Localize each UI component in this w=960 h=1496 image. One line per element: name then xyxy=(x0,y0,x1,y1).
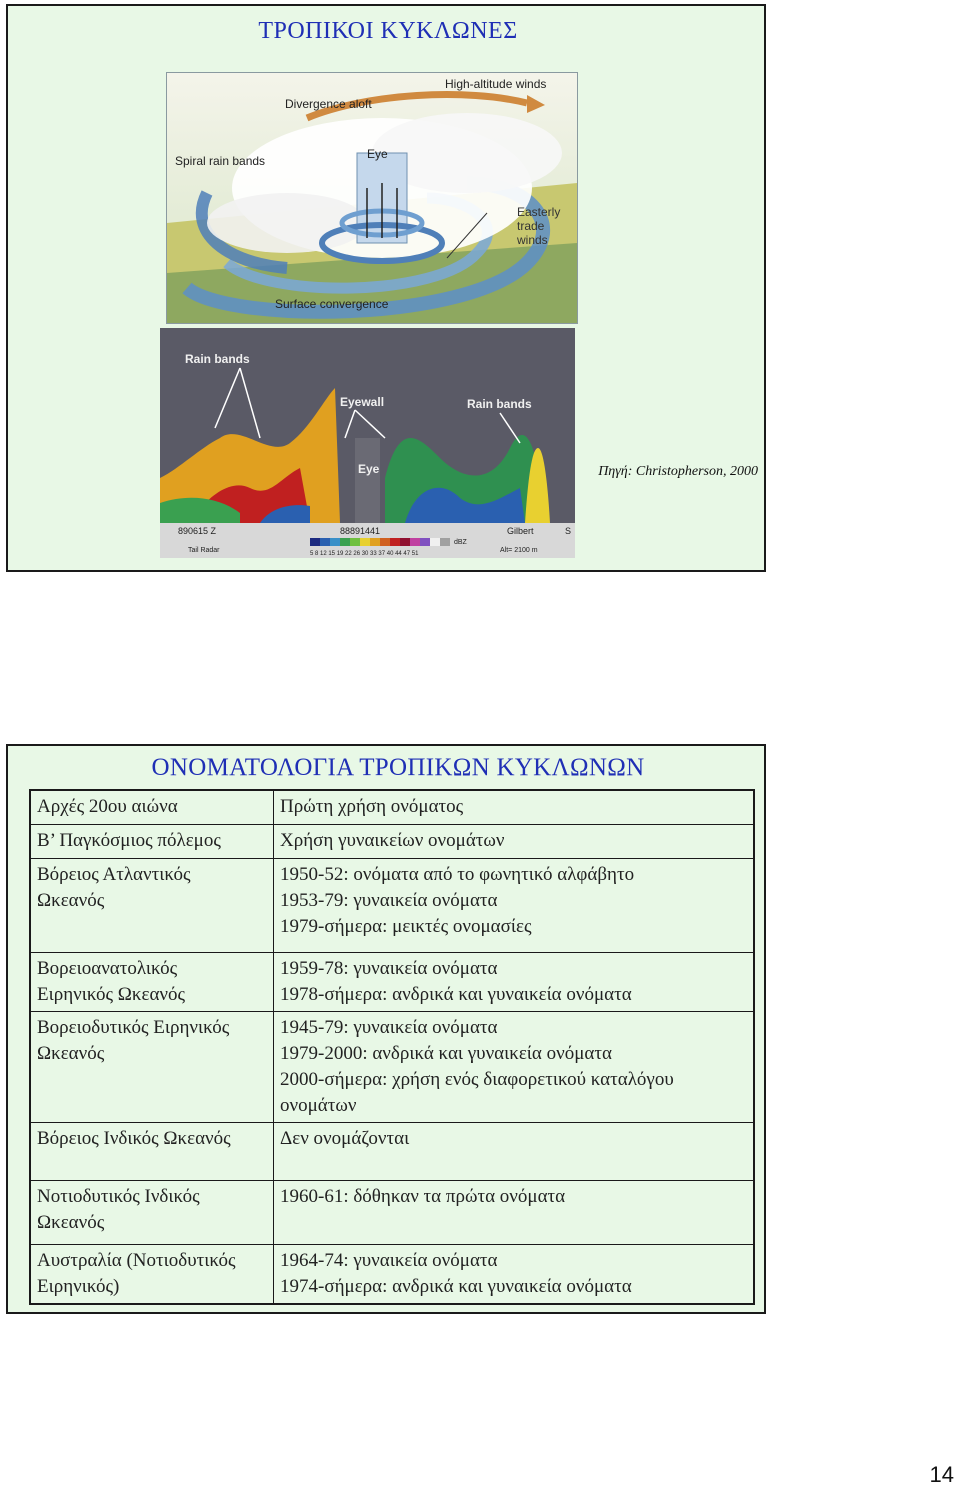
page-number: 14 xyxy=(929,1462,954,1487)
label-eye: Eye xyxy=(367,147,388,161)
region-cell xyxy=(30,1244,274,1304)
table-row xyxy=(30,1244,754,1304)
table-row xyxy=(30,952,754,1011)
naming-table-body xyxy=(30,790,754,1304)
label-divergence-aloft: Divergence aloft xyxy=(285,97,372,111)
naming-table xyxy=(29,789,755,1305)
label-easterly: Easterly xyxy=(517,205,561,219)
radar-footer-date: 890615 Z xyxy=(178,526,217,536)
label-rain-bands-left: Rain bands xyxy=(185,352,250,366)
slide-title: ΟΝΟΜΑΤΟΛΟΓΙΑ ΤΡΟΠΙΚΩΝ ΚΥΚΛΩΝΩΝ xyxy=(151,754,645,781)
naming-info-cell xyxy=(274,1011,755,1122)
region-text: Αρχές 20ου αιώνα xyxy=(37,796,178,817)
region-text: Ειρηνικός) xyxy=(37,1275,120,1297)
region-text: Ειρηνικός Ωκεανός xyxy=(37,983,186,1005)
label-eyewall: Eyewall xyxy=(340,395,385,409)
region-text: Αυστραλία (Νοτιοδυτικός xyxy=(37,1249,236,1271)
label-trade: trade xyxy=(517,219,545,233)
naming-info-cell xyxy=(274,858,755,952)
region-cell xyxy=(30,952,274,1011)
radar-eye-gap xyxy=(355,438,380,523)
naming-info-text: 1978-σήμερα: ανδρικά και γυναικεία ονόματα xyxy=(280,983,632,1005)
region-cell xyxy=(30,1122,274,1180)
naming-info-text: 2000-σήμερα: χρήση ενός διαφορετικού καταλόγου xyxy=(280,1068,674,1090)
slide-tropical-cyclones xyxy=(6,4,766,572)
naming-info-text: 1960-61: δόθηκαν τα πρώτα ονόματα xyxy=(280,1185,566,1207)
label-rain-bands-right: Rain bands xyxy=(467,397,532,411)
radar-footer-dbz: dBZ xyxy=(454,539,467,546)
naming-info-text: Χρήση γυναικείων ονομάτων xyxy=(280,829,505,851)
radar-footer-storm: Gilbert xyxy=(507,526,534,536)
naming-info-text: 1953-79: γυναικεία ονόματα xyxy=(280,889,498,911)
cyclone-structure-diagram xyxy=(166,72,578,324)
table-row xyxy=(30,824,754,858)
naming-info-text: 1950-52: ονόματα από το φωνητικό αλφάβητο xyxy=(280,863,635,885)
region-text: Βόρειος Ατλαντικός xyxy=(37,863,191,885)
image-source-caption: Πηγή: Christopherson, 2000 xyxy=(598,464,758,479)
region-cell xyxy=(30,824,274,858)
region-text: Βόρειος Ινδικός Ωκεανός xyxy=(37,1127,231,1149)
radar-cross-section-image xyxy=(160,328,575,558)
naming-info-cell xyxy=(274,1122,755,1180)
naming-info-text: 1974-σήμερα: ανδρικά και γυναικεία ονόματα xyxy=(280,1275,632,1297)
region-text: Ωκεανός xyxy=(37,1211,105,1233)
region-text: Ωκεανός xyxy=(37,1042,105,1064)
naming-info-cell xyxy=(274,1244,755,1304)
radar-footer-radar: Tail Radar xyxy=(188,547,220,554)
region-text: Β’ Παγκόσμιος πόλεμος xyxy=(37,829,221,851)
radar-footer-s: S xyxy=(565,526,572,536)
radar-scale-values: 5 8 12 15 19 22 26 30 33 37 40 44 47 51 xyxy=(310,551,419,557)
naming-info-cell xyxy=(274,790,755,824)
region-cell xyxy=(30,790,274,824)
naming-info-text: ονομάτων xyxy=(280,1094,357,1116)
label-spiral-rain-bands: Spiral rain bands xyxy=(175,154,266,168)
radar-color-scale xyxy=(310,538,450,546)
naming-info-cell xyxy=(274,824,755,858)
naming-info-text: Πρώτη χρήση ονόματος xyxy=(280,796,464,817)
label-high-altitude-winds: High-altitude winds xyxy=(445,77,547,91)
label-surface-convergence: Surface convergence xyxy=(275,297,389,311)
radar-footer-altitude: Alt= 2100 m xyxy=(500,547,538,554)
label-winds: winds xyxy=(517,233,548,247)
label-radar-eye: Eye xyxy=(358,462,380,476)
region-text: Βορειοδυτικός Ειρηνικός xyxy=(37,1016,230,1038)
naming-info-text: 1959-78: γυναικεία ονόματα xyxy=(280,957,498,979)
region-text: Βορειοανατολικός xyxy=(37,957,178,979)
region-text: Νοτιοδυτικός Ινδικός xyxy=(37,1185,200,1207)
naming-info-cell xyxy=(274,1180,755,1244)
region-cell xyxy=(30,858,274,952)
naming-info-text: 1979-2000: ανδρικά και γυναικεία ονόματα xyxy=(280,1042,612,1064)
table-row xyxy=(30,1011,754,1122)
slide-cyclone-naming xyxy=(6,744,766,1314)
slide-title: ΤΡΟΠΙΚΟΙ ΚΥΚΛΩΝΕΣ xyxy=(258,18,518,44)
naming-info-cell xyxy=(274,952,755,1011)
table-row xyxy=(30,1122,754,1180)
table-row xyxy=(30,790,754,824)
table-row xyxy=(30,858,754,952)
table-row xyxy=(30,1180,754,1244)
region-cell xyxy=(30,1180,274,1244)
naming-info-text: 1979-σήμερα: μεικτές ονομασίες xyxy=(280,915,532,937)
naming-info-text: 1964-74: γυναικεία ονόματα xyxy=(280,1249,498,1271)
radar-footer-code: 88891441 xyxy=(340,526,381,536)
naming-info-text: 1945-79: γυναικεία ονόματα xyxy=(280,1016,498,1038)
region-cell xyxy=(30,1011,274,1122)
region-text: Ωκεανός xyxy=(37,889,105,911)
naming-info-text: Δεν ονομάζονται xyxy=(280,1127,410,1149)
